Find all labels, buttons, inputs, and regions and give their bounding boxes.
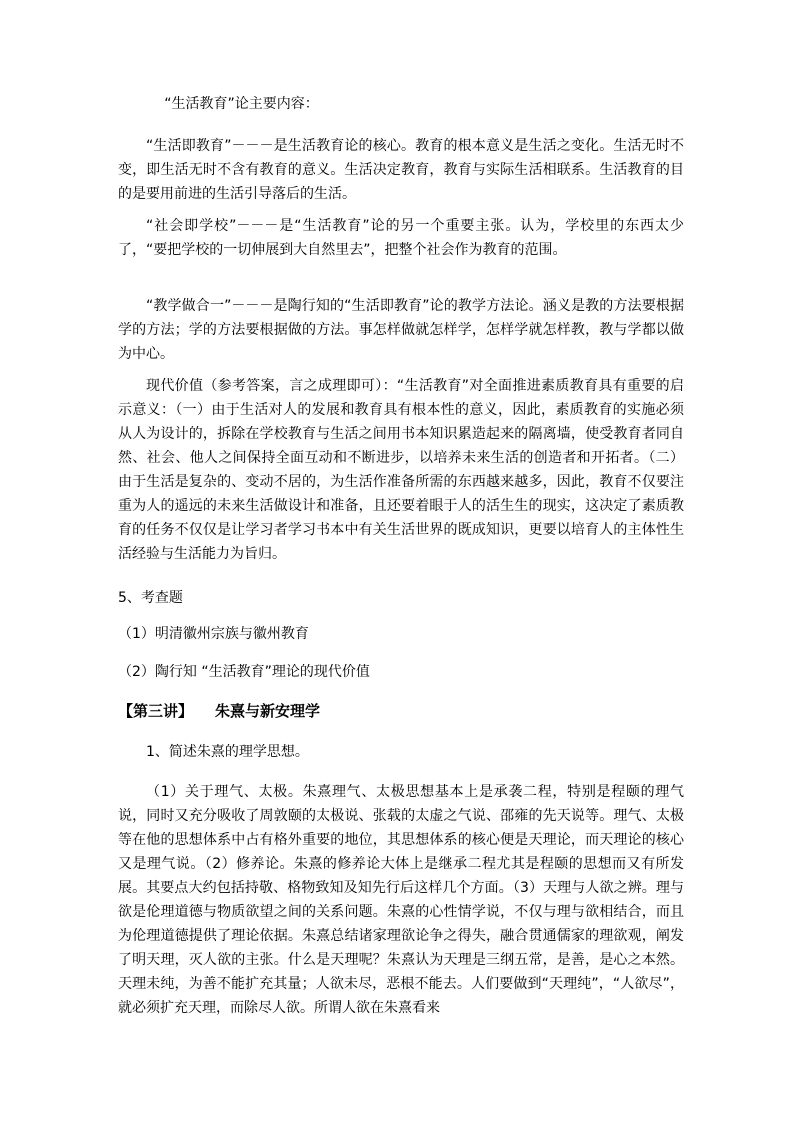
lecture-number: 【第三讲】 <box>118 702 194 720</box>
paragraph-society-is-school: “社会即学校”－－－是“生活教育”论的另一个重要主张。认为，学校里的东西太少了，“要把学校的一切伸展到大自然里去”，把整个社会作为教育的范围。 <box>118 218 684 258</box>
lecture-heading <box>118 700 320 721</box>
section-intro: “生活教育”论主要内容： <box>164 96 319 112</box>
exam-question-2: （2）陶行知 “生活教育”理论的现代价值 <box>118 664 370 680</box>
paragraph-zhu-xi-thought: （1）关于理气、太极。朱熹理气、太极思想基本上是承袭二程，特别是程颐的理气说，同时又充分吸收了周敦颐的太极说、张载的太虚之气说、邵雍的先天说等。理气、太极等在他的思想体系中占有格外重要的地位，其思想体系的核心便是天理论，而天理论的核心又是理气说。（2）修养论。朱熹的修养论大体上是继承二程尤其是程颐的思想而又有所发展。其要点大约包括持敬、格物致知及知先行后这样几个方面。（3）天理与人欲之辨。理与欲是伦理道德与物质欲望之间的关系问题。朱熹的心性情学说，不仅与理与欲相结合，而且为伦理道德提供了理论依据。朱熹总结诸家理欲论争之得失，融合贯通儒家的理欲观，阐发了明天理，灭人欲的主张。什么是天理呢？朱熹认为天理是三纲五常，是善，是心之本然。天理未纯，为善不能扩充其量；人欲未尽，恶根不能去。人们要做到“天理纯”，“人欲尽”，就必须扩充天理，而除尽人欲。所谓人欲在朱熹看来 <box>118 784 684 1016</box>
exam-question-1: （1）明清徽州宗族与徽州教育 <box>118 626 309 642</box>
paragraph-life-is-education: “生活即教育”－－－是生活教育论的核心。教育的根本意义是生活之变化。生活无时不变，即生活无时不含有教育的意义。生活决定教育，教育与实际生活相联系。生活教育的目的是要用前进的生活引导落后的生活。 <box>118 138 684 202</box>
question-1: 1、简述朱熹的理学思想。 <box>146 744 309 760</box>
paragraph-modern-value: 现代价值（参考答案，言之成理即可）：“生活教育”对全面推进素质教育具有重要的启示意义：（一）由于生活对人的发展和教育具有根本性的意义，因此，素质教育的实施必须从人为设计的，拆除在学校教育与生活之间用书本知识累造起来的隔离墙，使受教育者同自然、社会、他人之间保持全面互动和不断进步，以培养未来生活的创造者和开拓者。（二）由于生活是复杂的、变动不居的，为生活作准备所需的东西越来越多，因此，教育不仅要注重为人的遥远的未来生活做设计和准备，且还要着眼于人的活生生的现实，这决定了素质教育的任务不仅仅是让学习者学习书本中有关生活世界的既成知识，更要以培育人的主体性生活经验与生活能力为旨归。 <box>118 378 684 562</box>
lecture-title: 朱熹与新安理学 <box>215 702 321 720</box>
paragraph-teach-learn-do: “教学做合一”－－－是陶行知的“生活即教育”论的教学方法论。涵义是教的方法要根据学的方法；学的方法要根据做的方法。事怎样做就怎样学，怎样学就怎样教，教与学都以做为中心。 <box>118 298 684 362</box>
exam-questions-heading: 5、考查题 <box>118 590 183 606</box>
